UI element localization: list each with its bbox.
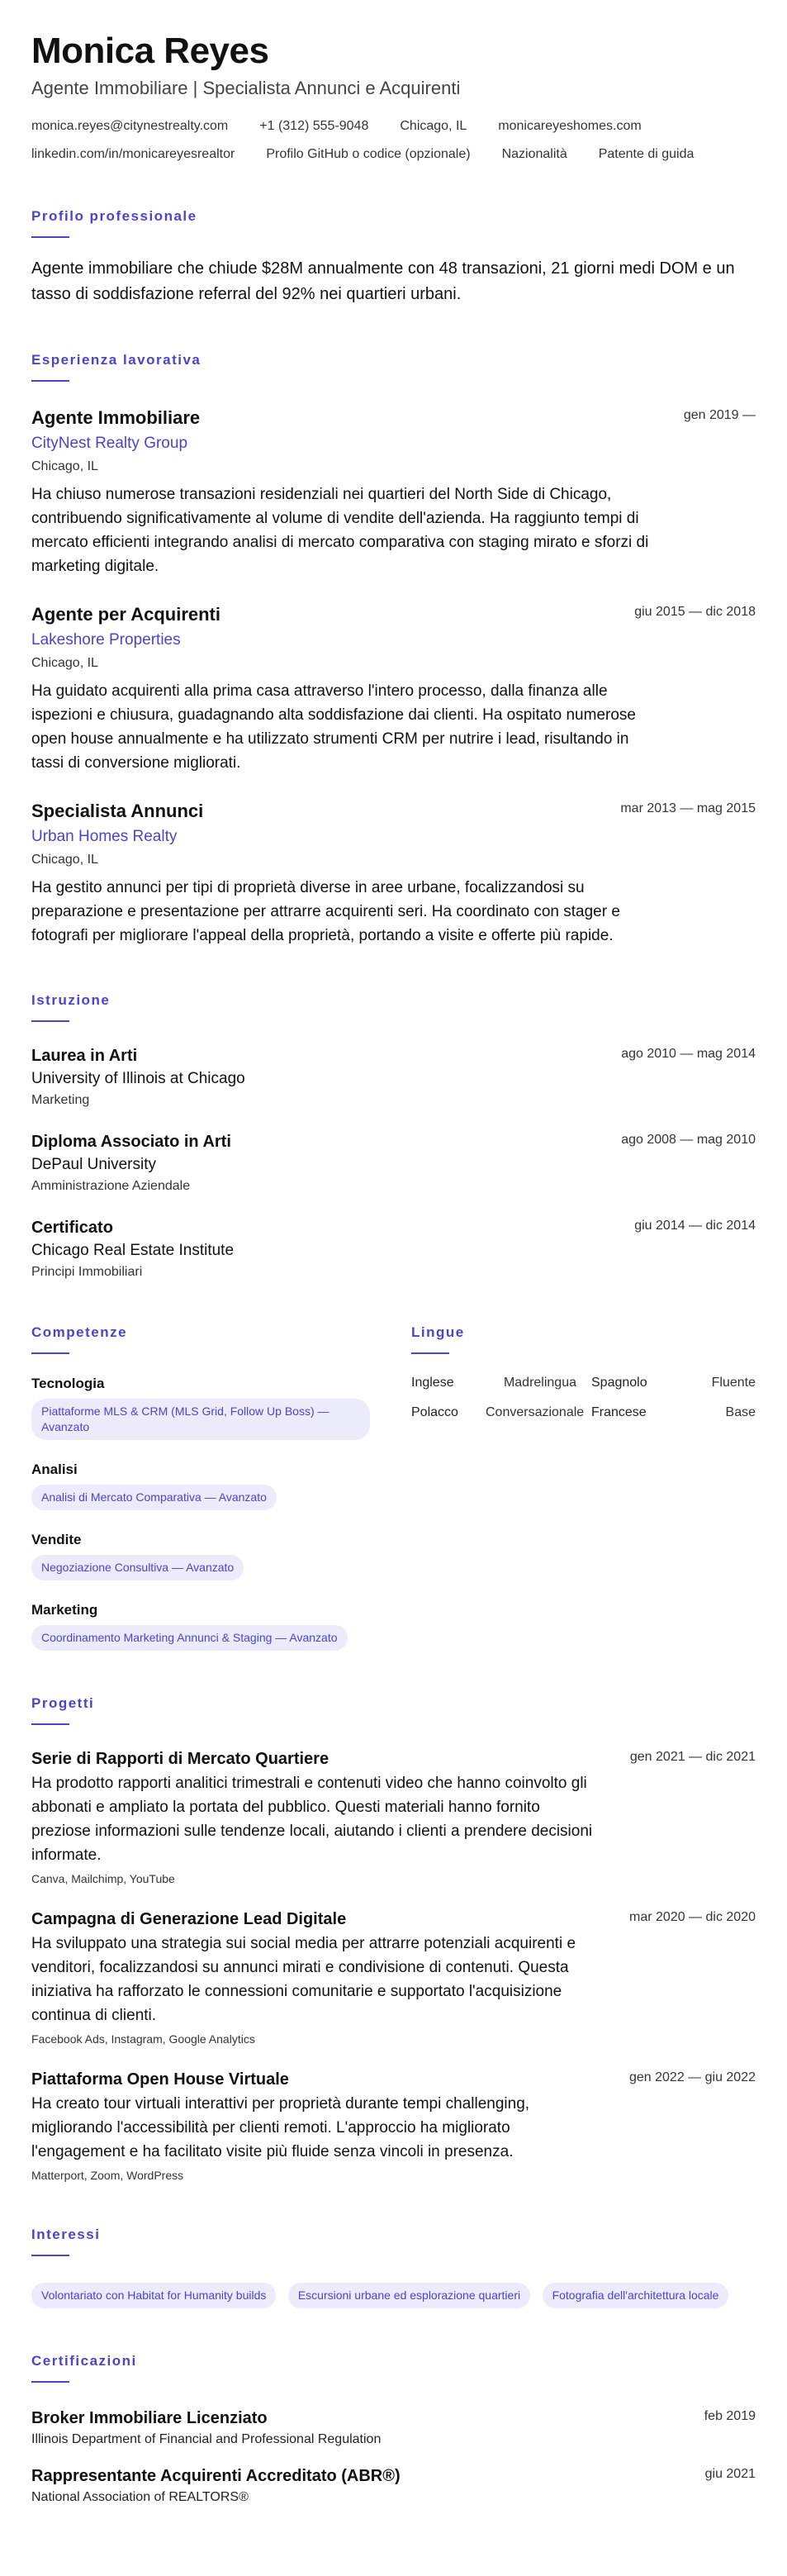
language-level: Conversazionale xyxy=(486,1405,585,1419)
email-link[interactable]: monica.reyes@citynestrealty.com xyxy=(31,119,229,133)
interests-section xyxy=(31,2227,756,2308)
candidate-name: Monica Reyes xyxy=(31,31,269,71)
resume-header xyxy=(31,30,756,164)
section-heading: Lingue xyxy=(411,1324,465,1340)
language-name: Spagnolo xyxy=(591,1376,647,1390)
section-heading: Certificazioni xyxy=(31,2353,137,2369)
entry-dates: mar 2013 — mag 2015 xyxy=(620,801,756,815)
skill-category: Analisi xyxy=(31,1461,78,1477)
experience-entry xyxy=(31,800,756,948)
languages-section xyxy=(411,1324,756,1651)
skill-category: Vendite xyxy=(31,1532,82,1547)
website-link[interactable]: monicareyeshomes.com xyxy=(498,119,642,133)
project-description: Ha creato tour virtuali interattivi per proprietà durante tempi challenging, migliorando l'accessibilità per clienti remoti. L'approccio ha migliorato l'engagement e ha facilitato visite più fluide senza vincoli in presenza. xyxy=(31,2095,530,2160)
certification-entry xyxy=(31,2465,756,2505)
entry-dates: giu 2015 — dic 2018 xyxy=(634,605,756,619)
project-tools: Matterport, Zoom, WordPress xyxy=(31,2169,184,2182)
project-tools: Canva, Mailchimp, YouTube xyxy=(31,1872,175,1885)
education-school: DePaul University xyxy=(31,1156,156,1173)
section-divider xyxy=(31,380,69,382)
profile-summary: Agente immobiliare che chiude $28M annualmente con 48 transazioni, 21 giorni medi DOM e un tasso di soddisfazione referral del 92% nei quartieri urbani. xyxy=(31,259,735,303)
education-entry xyxy=(31,1045,756,1108)
education-degree: Laurea in Arti xyxy=(31,1047,138,1065)
skill-group xyxy=(31,1376,378,1440)
section-heading: Interessi xyxy=(31,2227,101,2242)
project-entry xyxy=(31,1908,756,2046)
project-name: Campagna di Generazione Lead Digitale xyxy=(31,1910,347,1928)
entry-dates: giu 2014 — dic 2014 xyxy=(634,1219,756,1233)
education-field: Principi Immobiliari xyxy=(31,1265,143,1279)
entry-description: Ha chiuso numerose transazioni residenziali nei quartieri del North Side di Chicago, contribuendo significativamente al volume di vendite dell'azienda. Ha raggiunto tempi di mercato efficienti integrando analisi di mercato comparativa con staging mirato e sforzi di marketing digitale. xyxy=(31,486,649,575)
entry-role: Agente per Acquirenti xyxy=(31,604,220,625)
project-entry xyxy=(31,2069,756,2182)
certification-name: Rappresentante Acquirenti Accreditato (ABR®) xyxy=(31,2467,401,2485)
education-school: University of Illinois at Chicago xyxy=(31,1070,245,1087)
education-school: Chicago Real Estate Institute xyxy=(31,1242,235,1259)
section-heading: Progetti xyxy=(31,1695,95,1711)
skills-section xyxy=(31,1324,378,1651)
certification-date: feb 2019 xyxy=(704,2409,756,2423)
skill-category: Marketing xyxy=(31,1602,98,1618)
languages-grid xyxy=(411,1376,756,1420)
certification-name: Broker Immobiliare Licenziato xyxy=(31,2409,268,2427)
interest-chip: Volontariato con Habitat for Humanity builds xyxy=(31,2283,276,2308)
project-tools: Facebook Ads, Instagram, Google Analytics xyxy=(31,2032,255,2046)
location-text: Chicago, IL xyxy=(400,119,467,133)
skill-chip: Coordinamento Marketing Annunci & Staging — Avanzato xyxy=(31,1625,348,1651)
driving-license-text: Patente di guida xyxy=(598,147,695,161)
language-name: Polacco xyxy=(411,1405,458,1419)
section-heading: Competenze xyxy=(31,1324,128,1340)
experience-entry xyxy=(31,603,756,775)
skill-chip: Piattaforme MLS & CRM (MLS Grid, Follow Up Boss) — Avanzato xyxy=(31,1399,370,1440)
project-description: Ha sviluppato una strategia sui social media per attrarre potenziali acquirenti e venditori, focalizzandosi su annunci mirati e condivisione di contenuti. Questa iniziativa ha rafforzato le connessioni comunitarie e supportato l'acquisizione continua di clienti. xyxy=(31,1935,576,2024)
section-divider xyxy=(31,2255,69,2256)
project-name: Serie di Rapporti di Mercato Quartiere xyxy=(31,1750,329,1768)
experience-section xyxy=(31,352,756,948)
section-heading: Istruzione xyxy=(31,992,111,1008)
linkedin-link[interactable]: linkedin.com/in/monicareyesrealtor xyxy=(31,147,235,161)
entry-dates: ago 2008 — mag 2010 xyxy=(621,1133,756,1147)
skill-category: Tecnologia xyxy=(31,1376,105,1391)
skills-languages-row xyxy=(31,1324,756,1651)
project-description: Ha prodotto rapporti analitici trimestrali e contenuti video che hanno coinvolto gli abbonati e ampliato la portata del pubblico. Questi materiali hanno fornito preziose informazioni sulle tendenze locali, aiutando i clienti a prendere decisioni informate. xyxy=(31,1775,593,1864)
education-field: Amministrazione Aziendale xyxy=(31,1179,191,1193)
section-divider xyxy=(31,1352,69,1354)
skill-chip: Analisi di Mercato Comparativa — Avanzato xyxy=(31,1485,277,1510)
entry-company: Lakeshore Properties xyxy=(31,631,181,649)
entry-location: Chicago, IL xyxy=(31,459,98,473)
skill-group xyxy=(31,1461,378,1510)
entry-location: Chicago, IL xyxy=(31,656,98,670)
language-name: Inglese xyxy=(411,1376,454,1390)
entry-dates: gen 2022 — giu 2022 xyxy=(628,2070,756,2084)
project-entry xyxy=(31,1748,756,1885)
section-divider xyxy=(31,1723,69,1725)
entry-dates: mar 2020 — dic 2020 xyxy=(629,1910,756,1924)
entry-dates: gen 2019 — xyxy=(683,408,756,422)
contact-line-primary xyxy=(31,117,756,135)
education-degree: Diploma Associato in Arti xyxy=(31,1133,231,1151)
education-field: Marketing xyxy=(31,1093,90,1107)
entry-company: Urban Homes Realty xyxy=(31,828,178,845)
entry-description: Ha gestito annunci per tipi di proprietà diverse in aree urbane, focalizzandosi su preparazione e presentazione per attrarre acquirenti seri. Ha coordinato con stager e fotografi per migliorare l'appeal della proprietà, portando a visite e offerte più rapide. xyxy=(31,879,620,944)
entry-company: CityNest Realty Group xyxy=(31,435,188,452)
certification-issuer: Illinois Department of Financial and Professional Regulation xyxy=(31,2432,382,2446)
phone-text[interactable]: +1 (312) 555-9048 xyxy=(259,119,369,133)
entry-description: Ha guidato acquirenti alla prima casa attraverso l'intero processo, dalla finanza alle ispezioni e chiusura, guadagnando alta soddisfazione dai clienti. Ha ospitato numerose open house annualmente e ha utilizzato strumenti CRM per nutrire i lead, risultando in tassi di conversione migliorati. xyxy=(31,682,636,772)
section-heading: Profilo professionale xyxy=(31,208,197,224)
language-level: Fluente xyxy=(711,1376,756,1390)
interests-list xyxy=(31,2276,756,2308)
entry-dates: ago 2010 — mag 2014 xyxy=(621,1047,756,1061)
education-entry xyxy=(31,1217,756,1280)
entry-role: Specialista Annunci xyxy=(31,801,204,821)
section-heading: Esperienza lavorativa xyxy=(31,352,201,368)
nationality-text: Nazionalità xyxy=(501,147,567,161)
certification-issuer: National Association of REALTORS® xyxy=(31,2490,249,2504)
entry-location: Chicago, IL xyxy=(31,853,98,867)
entry-role: Agente Immobiliare xyxy=(31,407,201,428)
education-entry xyxy=(31,1131,756,1194)
project-name: Piattaforma Open House Virtuale xyxy=(31,2070,289,2089)
interest-chip: Escursioni urbane ed esplorazione quartieri xyxy=(288,2283,530,2308)
section-divider xyxy=(31,2381,69,2383)
projects-section xyxy=(31,1695,756,2182)
certification-date: giu 2021 xyxy=(704,2467,756,2481)
section-divider xyxy=(411,1352,449,1354)
github-link[interactable]: Profilo GitHub o codice (opzionale) xyxy=(266,147,471,161)
entry-dates: gen 2021 — dic 2021 xyxy=(629,1750,756,1764)
skill-group xyxy=(31,1532,378,1580)
experience-entry xyxy=(31,406,756,578)
section-divider xyxy=(31,1020,69,1022)
candidate-title: Agente Immobiliare | Specialista Annunci e Acquirenti xyxy=(31,78,461,98)
language-level: Base xyxy=(725,1405,756,1419)
certifications-section xyxy=(31,2353,756,2505)
education-degree: Certificato xyxy=(31,1219,113,1237)
language-level: Madrelingua xyxy=(503,1376,576,1390)
language-name: Francese xyxy=(591,1405,647,1419)
skill-chip: Negoziazione Consultiva — Avanzato xyxy=(31,1555,244,1580)
section-divider xyxy=(31,236,69,238)
contact-line-secondary xyxy=(31,145,756,164)
certification-entry xyxy=(31,2407,756,2447)
education-section xyxy=(31,992,756,1280)
interest-chip: Fotografia dell'architettura locale xyxy=(543,2283,729,2308)
skill-group xyxy=(31,1602,378,1651)
profile-section xyxy=(31,208,756,307)
